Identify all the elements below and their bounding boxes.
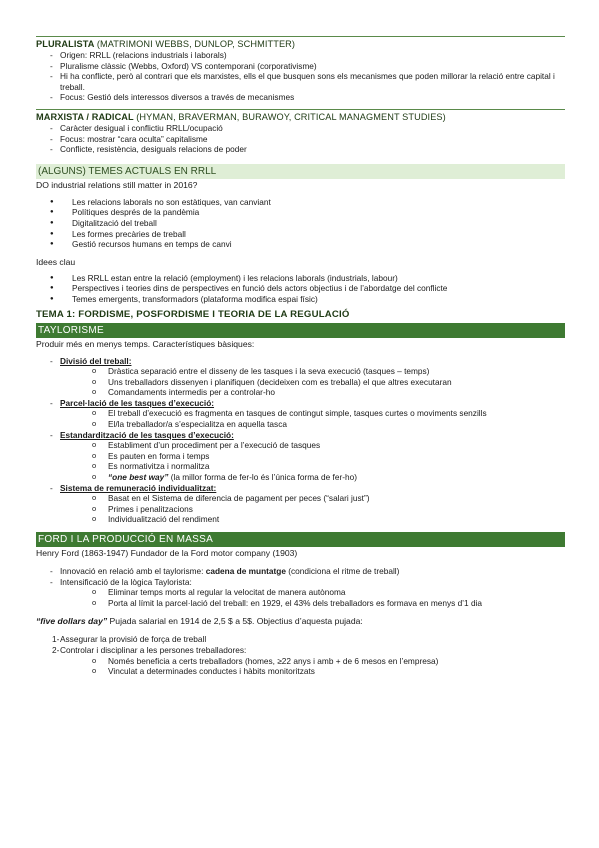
- list-item: ● Perspectives i teories dins de perspectives en funció dels actors objectius i de l’abordatge del conflicte: [36, 283, 565, 294]
- section-heading-ford: FORD I LA PRODUCCIÓ EN MASSA: [36, 532, 565, 547]
- sub-list: [36, 440, 565, 482]
- list-item: ● Digitalització del treball: [36, 218, 565, 229]
- heading-subtitle: (HYMAN, BRAVERMAN, BURAWOY, CRITICAL MANAGMENT STUDIES): [136, 111, 446, 122]
- group-label: Parcel·lació de les tasques d’execució:: [60, 397, 215, 408]
- five-dollars-paragraph: [36, 616, 565, 627]
- sub-list: [36, 656, 565, 677]
- item-number: 2-: [52, 644, 60, 655]
- list-item: ● Les relacions laborals no son estàtiques, van canviant: [36, 197, 565, 208]
- group-item: [36, 398, 565, 430]
- list-item: - Conflicte, resistència, desiguals relacions de poder: [36, 144, 565, 155]
- group-item: [36, 483, 565, 525]
- taylorisme-groups: [36, 356, 565, 526]
- heading-title: MARXISTA / RADICAL: [36, 111, 134, 122]
- list-item: ● Gestió recursos humans en temps de canvi: [36, 239, 565, 250]
- marxista-list: [36, 123, 565, 155]
- idees-label: Idees clau: [36, 256, 76, 267]
- sub-item: o Dràstica separació entre el disseny de les tasques i la seva execució (tasques – temps): [36, 366, 565, 377]
- group-label: Divisió del treball:: [60, 355, 132, 366]
- heading-subtitle: (MATRIMONI WEBBS, DUNLOP, SCHMITTER): [96, 39, 296, 49]
- list-item: - Focus: Gestió dels interessos diversos a través de mecanismes: [36, 92, 565, 103]
- section-heading-pluralista: [36, 37, 565, 50]
- ford-list: [36, 566, 565, 608]
- group-item: [36, 430, 565, 483]
- pluralista-list: [36, 50, 565, 103]
- sub-item: o Comandaments intermedis per a controlar-ho: [36, 387, 565, 398]
- item-number: 1-: [52, 634, 60, 645]
- section-heading-taylorisme: TAYLORISME: [36, 323, 565, 338]
- sub-list: [36, 366, 565, 398]
- quote-rest: (la millor forma de fer-lo és l’única forma de fer-ho): [168, 472, 357, 483]
- section-heading-marxista: [36, 110, 565, 123]
- question-text: DO industrial relations still matter in 2016?: [36, 179, 198, 190]
- list-item: - Focus: mostrar “cara oculta” capitalisme: [36, 134, 565, 145]
- objectius-list: [36, 634, 565, 676]
- sub-item: o Es normativitza i normalitza: [36, 461, 565, 472]
- list-item: [36, 577, 565, 609]
- sub-item: o Primes i penalitzacions: [36, 504, 565, 515]
- section-heading-temes: (ALGUNS) TEMES ACTUALS EN RRLL: [36, 164, 565, 179]
- sub-item: o Uns treballadors dissenyen i planifiquen (decideixen com es treballa) el que altres executaran: [36, 377, 565, 388]
- quote-text: “one best way”: [108, 472, 169, 483]
- group-label: Estandardització de les tasques d’execució:: [60, 429, 234, 440]
- sub-item: o Eliminar temps morts al regular la velocitat de manera autònoma: [36, 587, 565, 598]
- group-item: [36, 356, 565, 398]
- group-label: Sistema de remuneració individualitzat:: [60, 482, 217, 493]
- sub-item: o Vinculat a determinades conductes i hàbits monitoritzats: [36, 666, 565, 677]
- item-text: Controlar i disciplinar a les persones treballadores:: [60, 644, 247, 655]
- idees-list: [36, 273, 565, 305]
- list-item: - Hi ha conflicte, però al contrari que els marxistes, ells el que busquen sons els mecanismes que poden millorar la relació entre capital i treball.: [36, 71, 565, 92]
- sub-item: o Porta al límit la parcel·lació del treball: en 1929, el 43% dels treballadors es formava en menys d’1 dia: [36, 598, 565, 609]
- bold-span: cadena de muntatge: [205, 566, 286, 576]
- list-item: ● Les formes precàries de treball: [36, 229, 565, 240]
- list-item: [36, 566, 565, 577]
- sub-list: [36, 587, 565, 608]
- list-item: - Caràcter desigual i conflictiu RRLL/ocupació: [36, 123, 565, 134]
- sub-item: o Basat en el Sistema de diferencia de pagament per peces (“salari just”): [36, 493, 565, 504]
- sub-item: o Es pauten en forma i temps: [36, 451, 565, 462]
- sub-item: o Individualització del rendiment: [36, 514, 565, 525]
- tema1-title: TEMA 1: FORDISME, POSFORDISME I TEORIA DE LA REGULACIÓ: [36, 308, 350, 320]
- sub-item: o Només beneficia a certs treballadors (homes, ≥22 anys i amb + de 6 mesos en l’empresa): [36, 656, 565, 667]
- quote-text: “five dollars day”: [36, 616, 108, 627]
- sub-item: o El treball d’execució es fragmenta en tasques de contingut simple, tasques curtes o moviments senzills: [36, 408, 565, 419]
- text-span: Pujada salarial en 1914 de 2,5 $ a 5$. Objectius d’aquesta pujada:: [107, 616, 363, 627]
- list-item: [36, 634, 565, 645]
- list-item: - Origen: RRLL (relacions industrials i laborals): [36, 50, 565, 61]
- text-span: (condiciona el ritme de treball): [285, 566, 400, 576]
- list-item: ● Temes emergents, transformadors (plataforma modifica espai físic): [36, 294, 565, 305]
- sub-list: [36, 408, 565, 429]
- ford-intro: Henry Ford (1863-1947) Fundador de la Ford motor company (1903): [36, 548, 298, 558]
- text-span: Intensificació de la lògica Taylorista:: [60, 576, 192, 587]
- list-item: ● Polítiques després de la pandèmia: [36, 207, 565, 218]
- sub-item: o El/la treballador/a s’especialitza en aquella tasca: [36, 419, 565, 430]
- sub-item: o Establiment d’un procediment per a l’execució de tasques: [36, 440, 565, 451]
- temes-list: [36, 197, 565, 250]
- item-text: Assegurar la provisió de força de treball: [60, 634, 207, 645]
- sub-list: [36, 493, 565, 525]
- list-item: [36, 645, 565, 677]
- heading-title: PLURALISTA: [36, 39, 95, 49]
- taylorisme-intro: Produir més en menys temps. Característiques bàsiques:: [36, 338, 255, 349]
- document-page: [36, 36, 565, 677]
- text-span: Innovació en relació amb el taylorisme:: [60, 566, 206, 576]
- list-item: ● Les RRLL estan entre la relació (employment) i les relacions laborals (industrials, labour): [36, 273, 565, 284]
- list-item: - Pluralisme clàssic (Webbs, Oxford) VS contemporani (corporativisme): [36, 61, 565, 72]
- sub-item: [36, 472, 565, 483]
